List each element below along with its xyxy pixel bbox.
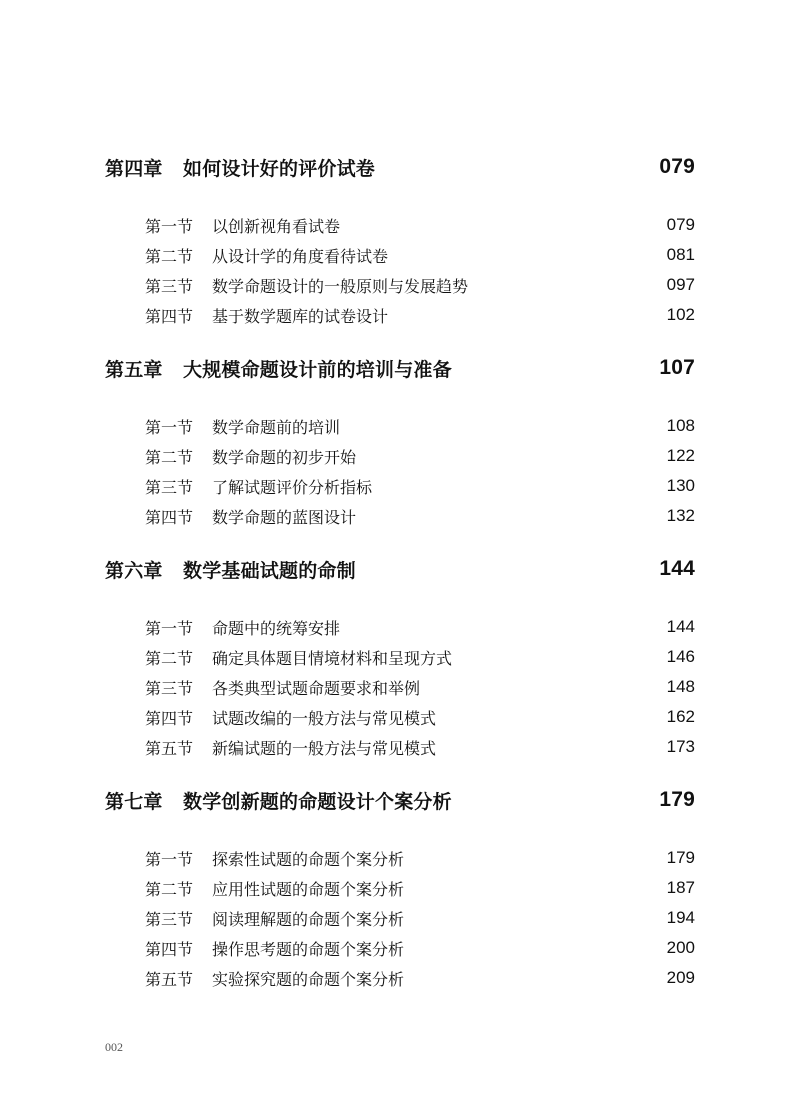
section-label: 第四节	[145, 507, 194, 527]
chapter-page-number: 144	[659, 557, 695, 580]
section-page-number: 108	[666, 416, 695, 435]
table-of-contents	[105, 150, 695, 1014]
section-title: 命题中的统筹安排	[212, 618, 341, 638]
section-label: 第四节	[145, 939, 194, 959]
section-title: 各类典型试题命题要求和举例	[212, 678, 421, 698]
chapter-title: 如何设计好的评价试卷	[183, 157, 376, 180]
section-entry[interactable]	[105, 732, 695, 762]
section-label: 第二节	[145, 447, 194, 467]
section-page-number: 122	[666, 446, 695, 465]
section-title: 数学命题的初步开始	[212, 447, 357, 467]
section-page-number: 194	[666, 908, 695, 927]
section-page-number: 179	[666, 848, 695, 867]
section-title: 探索性试题的命题个案分析	[212, 849, 405, 869]
section-title: 阅读理解题的命题个案分析	[212, 909, 405, 929]
section-label: 第五节	[145, 738, 194, 758]
section-label: 第二节	[145, 648, 194, 668]
section-entry[interactable]	[105, 963, 695, 993]
chapter-label: 第五章	[105, 358, 163, 381]
section-title: 数学命题的蓝图设计	[212, 507, 357, 527]
section-title: 从设计学的角度看待试卷	[212, 246, 389, 266]
section-label: 第四节	[145, 708, 194, 728]
chapter-5	[105, 351, 695, 531]
section-page-number: 200	[666, 938, 695, 957]
section-entry[interactable]	[105, 903, 695, 933]
section-page-number: 079	[666, 215, 695, 234]
section-entry[interactable]	[105, 270, 695, 300]
section-label: 第一节	[145, 216, 194, 236]
chapter-title: 数学创新题的命题设计个案分析	[183, 790, 452, 813]
chapter-4	[105, 150, 695, 330]
section-label: 第三节	[145, 477, 194, 497]
section-entry[interactable]	[105, 642, 695, 672]
section-title: 操作思考题的命题个案分析	[212, 939, 405, 959]
section-label: 第四节	[145, 306, 194, 326]
section-title: 基于数学题库的试卷设计	[212, 306, 389, 326]
section-label: 第五节	[145, 969, 194, 989]
chapter-heading[interactable]	[105, 783, 695, 817]
section-page-number: 187	[666, 878, 695, 897]
section-label: 第三节	[145, 678, 194, 698]
section-title: 应用性试题的命题个案分析	[212, 879, 405, 899]
section-entry[interactable]	[105, 672, 695, 702]
section-entry[interactable]	[105, 933, 695, 963]
section-page-number: 148	[666, 677, 695, 696]
section-page-number: 162	[666, 707, 695, 726]
section-title: 实验探究题的命题个案分析	[212, 969, 405, 989]
page-number: 002	[105, 1040, 123, 1054]
chapter-heading[interactable]	[105, 150, 695, 184]
section-entry[interactable]	[105, 873, 695, 903]
section-label: 第三节	[145, 909, 194, 929]
section-entry[interactable]	[105, 411, 695, 441]
section-title: 以创新视角看试卷	[212, 216, 341, 236]
section-list	[105, 210, 695, 330]
chapter-7	[105, 783, 695, 993]
section-page-number: 146	[666, 647, 695, 666]
section-entry[interactable]	[105, 501, 695, 531]
section-label: 第三节	[145, 276, 194, 296]
section-entry[interactable]	[105, 843, 695, 873]
section-page-number: 132	[666, 506, 695, 525]
chapter-title: 数学基础试题的命制	[183, 559, 356, 582]
section-entry[interactable]	[105, 702, 695, 732]
chapter-6	[105, 552, 695, 762]
chapter-heading[interactable]	[105, 552, 695, 586]
section-page-number: 102	[666, 305, 695, 324]
section-page-number: 130	[666, 476, 695, 495]
section-title: 确定具体题目情境材料和呈现方式	[212, 648, 453, 668]
chapter-page-number: 107	[659, 356, 695, 379]
section-title: 数学命题设计的一般原则与发展趋势	[212, 276, 469, 296]
section-list	[105, 612, 695, 762]
chapter-page-number: 179	[659, 788, 695, 811]
section-label: 第二节	[145, 246, 194, 266]
section-label: 第一节	[145, 618, 194, 638]
chapter-heading[interactable]	[105, 351, 695, 385]
section-page-number: 097	[666, 275, 695, 294]
section-label: 第二节	[145, 879, 194, 899]
section-title: 了解试题评价分析指标	[212, 477, 373, 497]
section-page-number: 144	[666, 617, 695, 636]
chapter-label: 第七章	[105, 790, 163, 813]
section-label: 第一节	[145, 417, 194, 437]
section-entry[interactable]	[105, 441, 695, 471]
section-entry[interactable]	[105, 471, 695, 501]
section-page-number: 173	[666, 737, 695, 756]
chapter-title: 大规模命题设计前的培训与准备	[183, 358, 452, 381]
section-title: 试题改编的一般方法与常见模式	[212, 708, 437, 728]
section-page-number: 081	[666, 245, 695, 264]
chapter-label: 第四章	[105, 157, 163, 180]
section-label: 第一节	[145, 849, 194, 869]
section-title: 新编试题的一般方法与常见模式	[212, 738, 437, 758]
chapter-page-number: 079	[659, 155, 695, 178]
section-page-number: 209	[666, 968, 695, 987]
section-title: 数学命题前的培训	[212, 417, 341, 437]
chapter-label: 第六章	[105, 559, 163, 582]
section-entry[interactable]	[105, 210, 695, 240]
section-entry[interactable]	[105, 612, 695, 642]
section-entry[interactable]	[105, 240, 695, 270]
section-list	[105, 411, 695, 531]
section-list	[105, 843, 695, 993]
section-entry[interactable]	[105, 300, 695, 330]
